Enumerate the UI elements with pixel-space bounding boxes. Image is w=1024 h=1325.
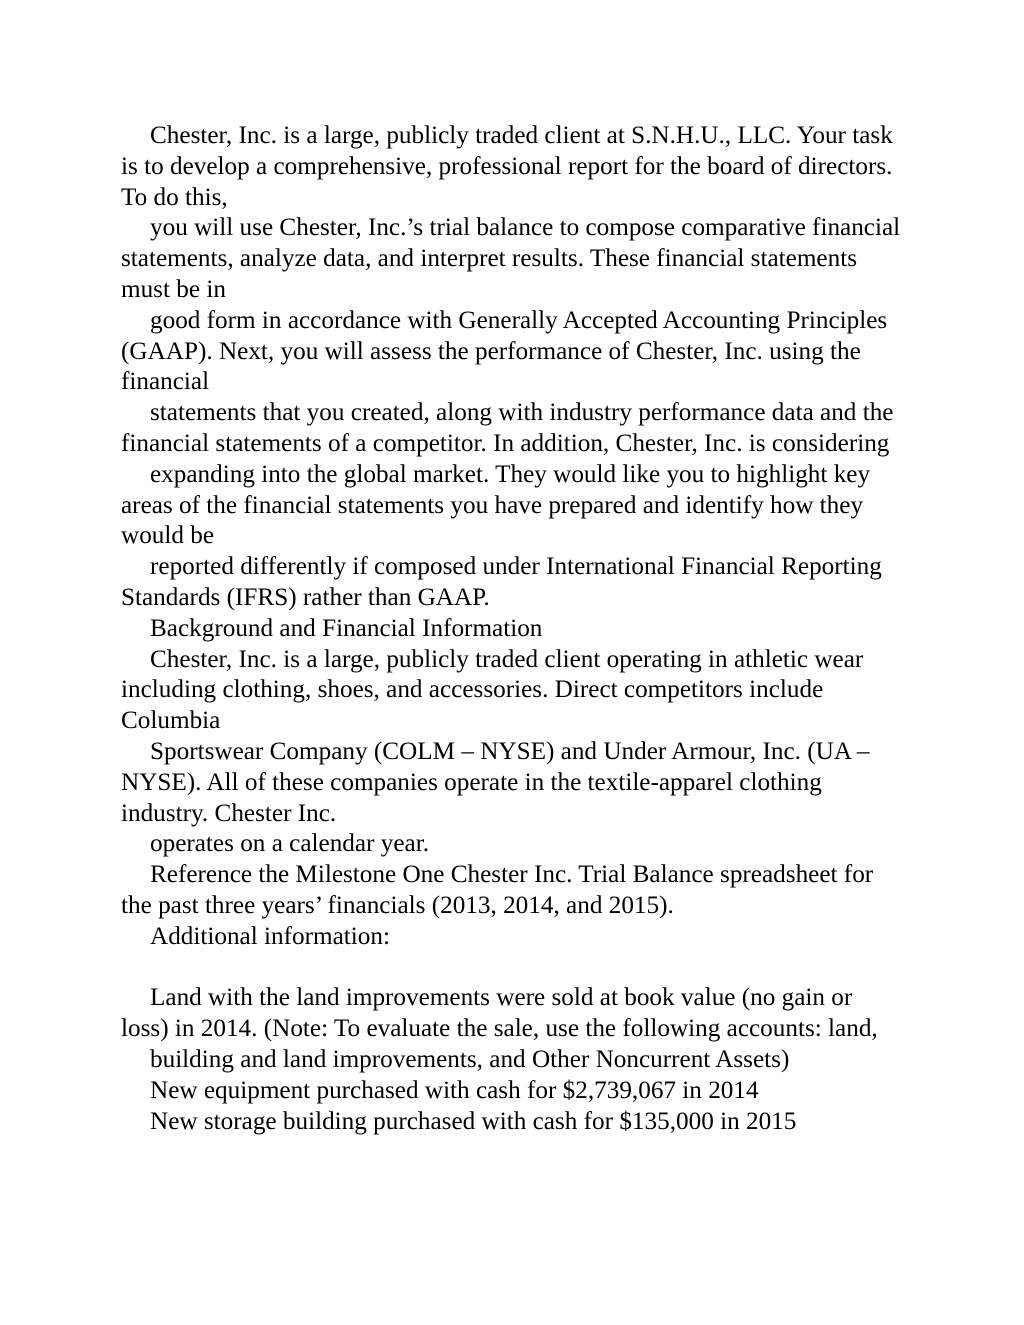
paragraph-10: Reference the Milestone One Chester Inc. Trial Balance spreadsheet for the past three years’ financials (2013, 2014, and 2015).	[121, 861, 874, 919]
paragraph-3: good form in accordance with Generally Accepted Accounting Principles (GAAP). Next, you will assess the performance of Chester, Inc. using the financial	[121, 306, 888, 396]
paragraph-7: Chester, Inc. is a large, publicly traded client operating in athletic wear including clothing, shoes, and accessories. Direct competitors include Columbia	[121, 645, 864, 735]
paragraph-13: New equipment purchased with cash for $2,739,067 in 2014	[150, 1076, 759, 1104]
document-body	[121, 121, 906, 1137]
paragraph-1: Chester, Inc. is a large, publicly traded client at S.N.H.U., LLC. Your task is to develop a comprehensive, professional report for the board of directors. To do this,	[121, 122, 893, 211]
paragraph-5: expanding into the global market. They would like you to highlight key areas of the financial statements you have prepared and identify how they would be	[121, 460, 871, 550]
paragraph-14: New storage building purchased with cash for $135,000 in 2015	[150, 1107, 797, 1135]
paragraph-8: Sportswear Company (COLM – NYSE) and Under Armour, Inc. (UA – NYSE). All of these companies operate in the textile-apparel clothing industry. Chester Inc.	[121, 737, 870, 827]
paragraph-4: statements that you created, along with industry performance data and the financial statements of a competitor. In addition, Chester, Inc. is considering	[121, 399, 894, 457]
paragraph-2: you will use Chester, Inc.’s trial balance to compose comparative financial statements, analyze data, and interpret results. These financial statements must be in	[121, 214, 901, 303]
blank-line	[121, 953, 906, 984]
paragraph-9: operates on a calendar year.	[150, 830, 430, 858]
additional-info-heading: Additional information:	[150, 922, 390, 950]
paragraph-12: building and land improvements, and Other Noncurrent Assets)	[150, 1045, 790, 1073]
section-heading: Background and Financial Information	[150, 614, 543, 642]
paragraph-6: reported differently if composed under International Financial Reporting Standards (IFRS) rather than GAAP.	[121, 553, 882, 611]
paragraph-11: Land with the land improvements were sold at book value (no gain or loss) in 2014. (Note: To evaluate the sale, use the following accounts: land,	[121, 984, 878, 1043]
